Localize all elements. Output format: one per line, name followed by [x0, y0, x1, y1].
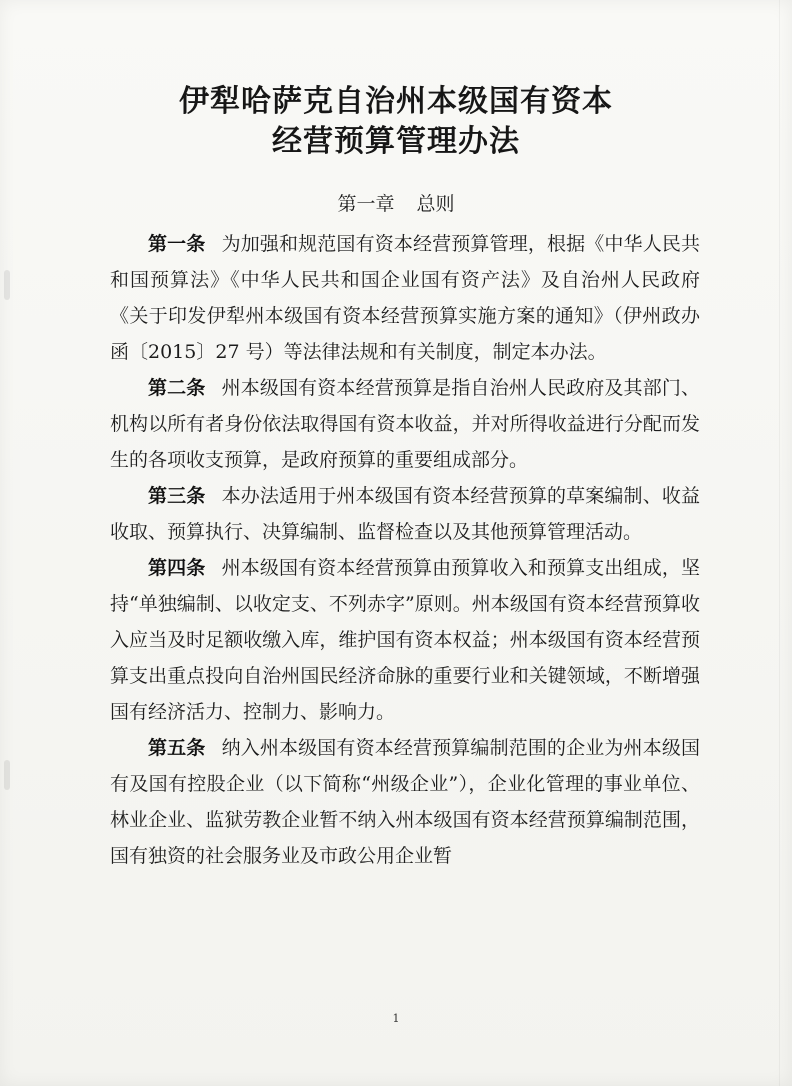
- document-title-line-1: 伊犁哈萨克自治州本级国有资本: [179, 84, 613, 119]
- chapter-heading: [0, 191, 792, 217]
- chapter-number: 第一章: [337, 193, 395, 215]
- article-text: 州本级国有资本经营预算由预算收入和预算支出组成，坚持“单独编制、以收定支、不列赤字”原则。州本级国有资本经营预算收入应当及时足额收缴入库，维护国有资本权益；州本级国有资本经营预算支出重点投向自治州国民经济命脉的重要行业和关键领域，不断增强国有经济活力、控制力、影响力。: [110, 557, 700, 723]
- article-4: [110, 550, 700, 730]
- article-2: [110, 370, 700, 478]
- article-3: [110, 478, 700, 550]
- article-label: 第二条: [148, 377, 206, 399]
- article-text: 为加强和规范国有资本经营预算管理，根据《中华人民共和国预算法》《中华人民共和国企业国有资产法》及自治州人民政府《关于印发伊犁州本级国有资本经营预算实施方案的通知》（伊州政办函〔2015〕27 号）等法律法规和有关制度，制定本办法。: [110, 233, 700, 363]
- document-body: [110, 226, 700, 874]
- article-text: 纳入州本级国有资本经营预算编制范围的企业为州本级国有及国有控股企业（以下简称“州级企业”），企业化管理的事业单位、林业企业、监狱劳教企业暂不纳入州本级国有资本经营预算编制范围，国有独资的社会服务业及市政公用企业暂: [110, 737, 700, 867]
- article-5: [110, 730, 700, 874]
- article-text: 本办法适用于州本级国有资本经营预算的草案编制、收益收取、预算执行、决算编制、监督检查以及其他预算管理活动。: [110, 485, 700, 543]
- document-title-line-2: 经营预算管理办法: [272, 124, 520, 159]
- article-label: 第一条: [148, 233, 206, 255]
- scan-line: [779, 0, 780, 1086]
- page-number: 1: [392, 1012, 400, 1025]
- article-text: 州本级国有资本经营预算是指自治州人民政府及其部门、机构以所有者身份依法取得国有资本收益，并对所得收益进行分配而发生的各项收支预算，是政府预算的重要组成部分。: [110, 377, 700, 471]
- article-label: 第四条: [148, 557, 206, 579]
- binding-mark: [4, 270, 10, 300]
- article-label: 第三条: [148, 485, 206, 507]
- binding-mark: [4, 760, 10, 790]
- article-label: 第五条: [148, 737, 206, 759]
- chapter-title: 总则: [416, 193, 455, 215]
- article-1: [110, 226, 700, 370]
